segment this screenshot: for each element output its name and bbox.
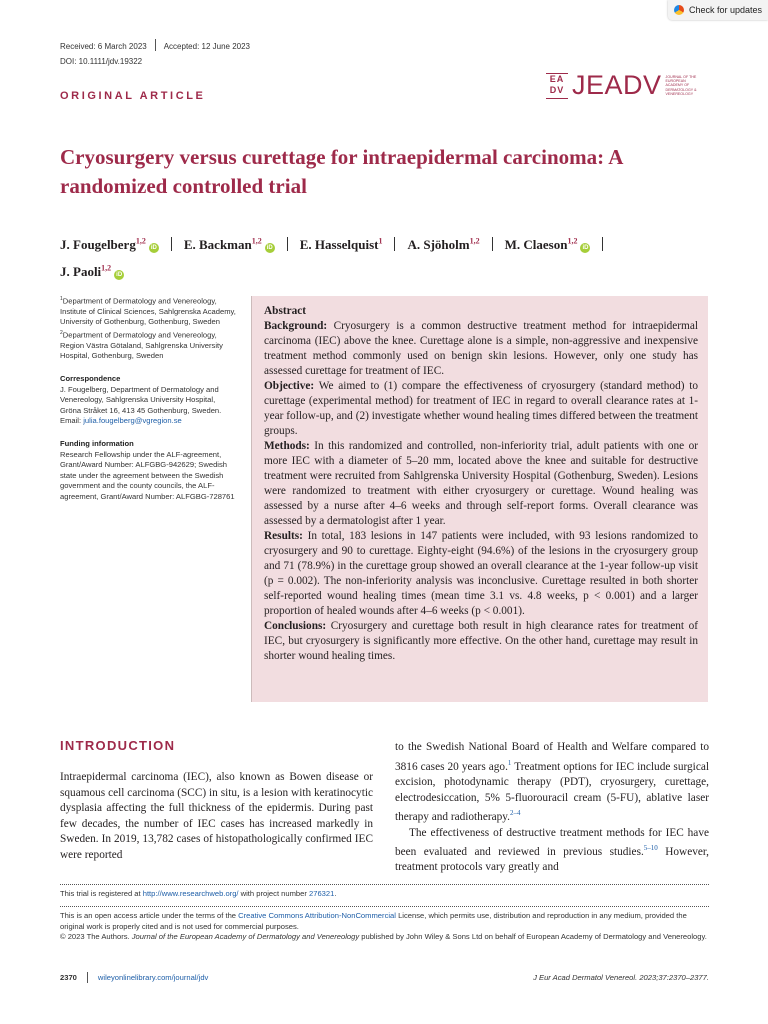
abstract-objective: Objective: We aimed to (1) compare the effectiveness of cryosurgery (standard method) to curettage (experimental method) for treatment of IEC in regard to overall clearance rates at 1-year follow-up, and (2) investigate whether wound healing times differed between the treatment groups. (264, 380, 698, 437)
check-for-updates-button[interactable] (668, 0, 768, 20)
intro-column-2: to the Swedish National Board of Health and Welfare compared to 3816 cases 20 years ago.$^1$ Treatment options for IEC include surgical excision, photodynamic therapy (PDT), cryosurgery, curettage, electrodesiccation, 5% 5-fluorouracil cream (5-FU), ablative laser therapy and radiotherapy.$^{2-4}$ The effectiveness of destructive treatment methods for IEC have been evaluated and reviewed in previous studies.$^{5-10}$ However, treatment protocols vary greatly and (395, 741, 710, 874)
page-number: 2370 (60, 973, 77, 982)
affiliation-1: $^1$Department of Dermatology and Venereology, Institute of Clinical Sciences, Sahlgrenska Academy, University of Gothenburg, Gothenburg, Sweden $^2$Department of Dermatology and Venereology, Region Västra Götaland, Sahlgrenska University Hospital, Gothenburg, Sweden (60, 296, 236, 361)
license-note: This is an open access article under the terms of the Creative Commons Attribution-NonCommercial License, which permits use, distribution and reproduction in any medium, provided the original work is properly cited and is not used for commercial purposes. © 2023 The Authors. Journal of the European Academy of Dermatology and Venereology published by John Wiley & Sons Ltd on behalf of European Academy of Dermatology and Venereology. (60, 911, 707, 941)
divider (155, 39, 156, 51)
doi[interactable]: DOI: 10.1111/jdv.19322 (60, 57, 143, 66)
divider (287, 237, 288, 251)
divider (394, 237, 395, 251)
article-dates (60, 39, 250, 51)
check-updates-label: Check for updates (689, 5, 763, 15)
author[interactable]: E. Hasselquist$^1$ (299, 237, 383, 253)
crossmark-icon (674, 5, 684, 15)
logo-word: JEADV (572, 70, 662, 100)
funding-heading: Funding information (60, 438, 134, 448)
license-link[interactable]: Creative Commons Attribution-NonCommercial (238, 911, 396, 920)
logo-subtitle: JOURNAL OF THE EUROPEAN ACADEMY OF DERMATOLOGY & VENEREOLOGY (665, 74, 697, 96)
abstract-box (251, 296, 708, 702)
section-label: ORIGINAL ARTICLE (60, 90, 206, 102)
abstract-background: Background: Cryosurgery is a common destructive treatment method for intraepidermal carcinoma (IEC) above the knee. Curettage alone is a simple, non-aggressive and inexpensive treatment method commonly used on benign skin lesions. However, only one study has assessed curettage for treatment of IEC. (264, 320, 698, 377)
trial-registration: This trial is registered at http://www.researchweb.org/ with project number 276321. (60, 889, 337, 898)
abstract-conclusions: Conclusions: Cryosurgery and curettage both result in high clearance rates for treatment of IEC, but cryosurgery is significantly more effective. On the other hand, curettage may result in shorter wound healing times. (264, 620, 699, 662)
article-title: Cryosurgery versus curettage for intraepidermal carcinoma: A randomized controlled trial (60, 145, 623, 198)
orcid-icon[interactable]: iD (266, 245, 273, 252)
correspondence: Correspondence J. Fougelberg, Department of Dermatology and Venereology, Sahlgrenska University Hospital, Gröna Stråket 16, 413 45 Gothenburg, Sweden. Email: julia.fougelberg@vgregion.se (60, 374, 238, 427)
author-list (60, 230, 720, 283)
orcid-icon[interactable]: iD (150, 245, 157, 252)
citation: J Eur Acad Dermatol Venereol. 2023;37:2370–2377. (533, 973, 709, 982)
author[interactable]: E. Backman$^{1,2}$iD (183, 237, 273, 253)
abstract-heading: Abstract (264, 305, 307, 317)
footnote-rule (60, 906, 709, 907)
footnote-rule (60, 884, 709, 885)
author[interactable]: M. Claeson$^{1,2}$iD (504, 237, 589, 253)
funding (60, 439, 238, 502)
author[interactable]: J. Fougelberg$^{1,2}$iD (60, 237, 157, 253)
funding-text: Research Fellowship under the ALF-agreement, Grant/Award Number: ALFGBG-942629; Swedish state under the agreement between the Swedish government and the county councils, the ALF-agreement, Grant/Award Number: ALFGBG-728761 (60, 449, 235, 501)
correspondence-text: J. Fougelberg, Department of Dermatology and Venereology, Sahlgrenska University Hospital, Gröna Stråket 16, 413 45 Gothenburg, Sweden. (60, 384, 222, 415)
accepted-date: Accepted: 12 June 2023 (163, 42, 251, 51)
divider (87, 972, 88, 983)
divider (492, 237, 493, 251)
divider (602, 237, 603, 251)
trial-url-link[interactable]: http://www.researchweb.org/ (142, 889, 239, 898)
orcid-icon[interactable]: iD (582, 245, 589, 252)
abstract-methods: Methods: In this randomized and controlled, non-inferiority trial, adult patients with one or more IEC with a diameter of 5–20 mm, located above the knee and suitable for destructive treatment were recruited from Sahlgrenska University Hospital (Gothenburg, Sweden). Lesions were randomized to treatment with either cryosurgery or curettage. Wound healing was assessed by a nurse after 4–6 weeks and through self-report forms. Overall clearance was assessed by a dermatologist after 1 year. (264, 440, 698, 527)
author[interactable]: J. Paoli$^{1,2}$iD (60, 263, 123, 279)
author[interactable]: A. Sjöholm$^{1,2}$ (407, 237, 480, 253)
introduction-heading: INTRODUCTION (60, 738, 176, 753)
orcid-icon[interactable]: iD (116, 271, 123, 278)
reference-link[interactable]: 5–10 (643, 844, 658, 853)
page-footer (60, 972, 709, 983)
received-date: Received: 6 March 2023 (60, 42, 147, 51)
logo-mark: EA DV (546, 73, 568, 99)
affiliations-sidebar (60, 294, 238, 514)
correspondence-heading: Correspondence (60, 373, 121, 383)
divider (171, 237, 172, 251)
abstract-results: Results: In total, 183 lesions in 147 patients were included, with 93 lesions randomized to cryosurgery and 90 to curettage. Eighty-eight (94.6%) of the lesions in the cryosurgery group and 71 (78.9%) in the curettage group showed an overall clearance at the 1-year follow-up visit (p = 0.002). The non-inferiority analysis was inconclusive. Curettage resulted in both shorter self-reported wound healing times (mean time 3.1 vs. 4.8 weeks, p < 0.001) and a larger proportion of healed wounds after 4–6 weeks (p < 0.001). (264, 530, 698, 617)
email-link[interactable]: julia.fougelberg@vgregion.se (83, 416, 182, 426)
journal-url-link[interactable]: wileyonlinelibrary.com/journal/jdv (97, 973, 209, 982)
trial-number-link[interactable]: 276321 (309, 889, 335, 898)
reference-link[interactable]: 2–4 (510, 809, 521, 818)
reference-link[interactable]: 1 (507, 758, 512, 767)
journal-logo (546, 70, 700, 101)
intro-column-1: Intraepidermal carcinoma (IEC), also known as Bowen disease or squamous cell carcinoma (SCC) in situ, is a lesion with keratinocytic dysplasia affecting the full thickness of the epidermis. During past few decades, the number of IEC cases has increased markedly in Sweden. In 2019, 13,782 cases of histopathologically confirmed IEC were reported (60, 771, 373, 861)
